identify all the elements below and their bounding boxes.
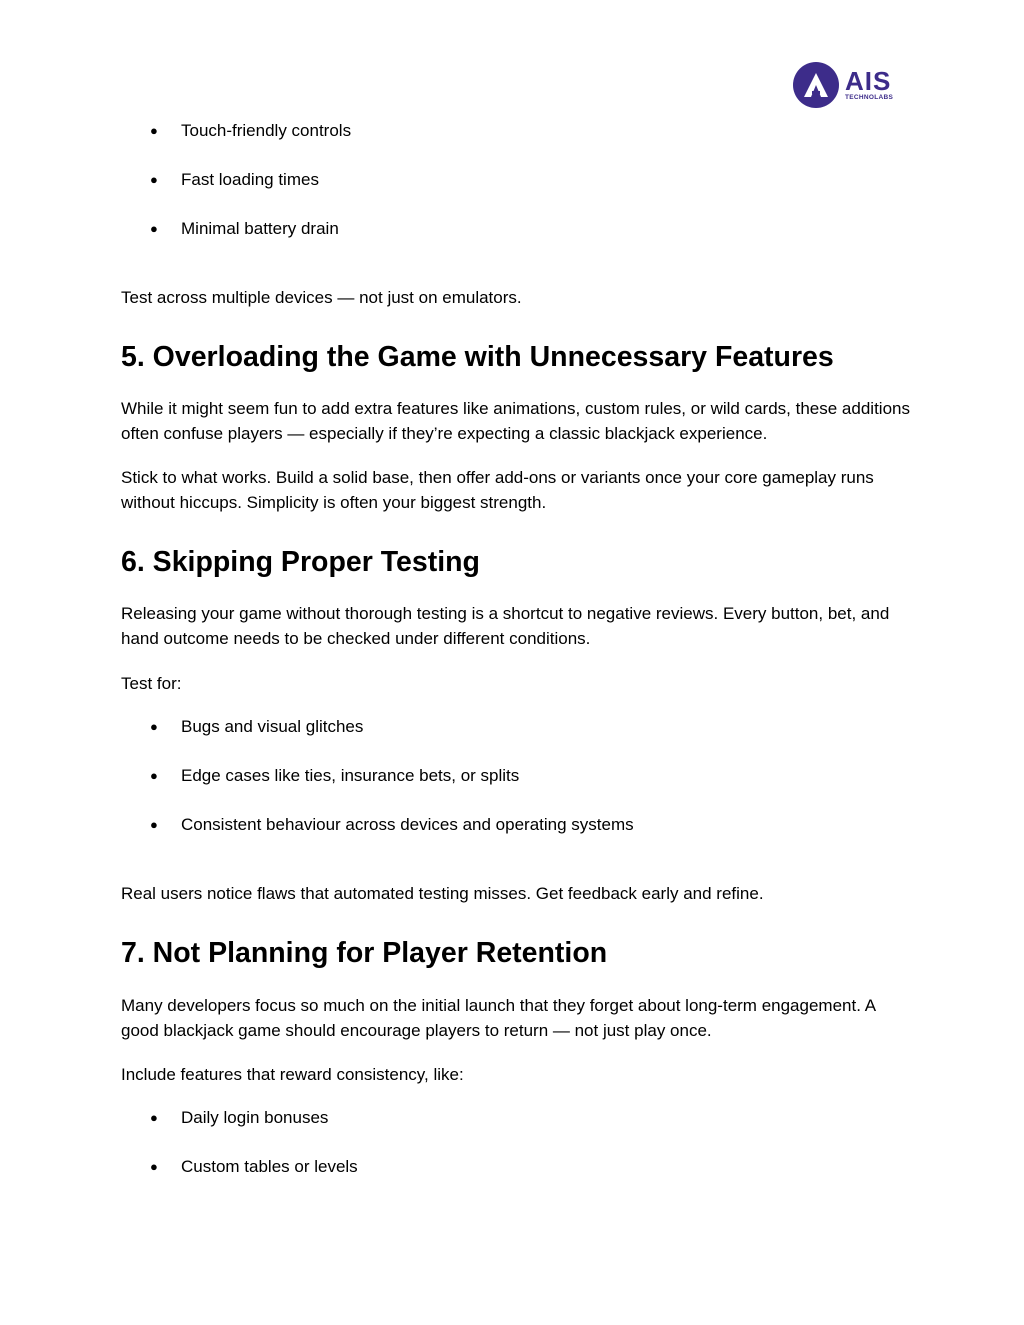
- list-item-text: Bugs and visual glitches: [181, 717, 364, 736]
- list-item-text: Custom tables or levels: [181, 1157, 358, 1176]
- section-heading: 7. Not Planning for Player Retention: [121, 937, 608, 969]
- paragraph: Real users notice flaws that automated testing misses. Get feedback early and refine.: [121, 884, 764, 903]
- logo-sub-text: TECHNOLABS: [845, 94, 894, 102]
- list-item-text: Consistent behaviour across devices and operating systems: [181, 815, 634, 834]
- ais-technolabs-logo: [793, 61, 905, 109]
- section-heading: 5. Overloading the Game with Unnecessary Features: [121, 341, 834, 373]
- logo-mark-icon: [793, 62, 839, 108]
- bullet-icon: ●: [150, 768, 158, 783]
- list-item-text: Touch-friendly controls: [181, 121, 352, 140]
- bullet-icon: ●: [150, 123, 158, 138]
- paragraph: Releasing your game without thorough testing is a shortcut to negative reviews. Every button, bet, and hand outcome needs to be checked under different conditions.: [121, 604, 890, 648]
- paragraph: Test across multiple devices — not just on emulators.: [121, 288, 522, 307]
- bullet-icon: ●: [150, 1110, 158, 1125]
- list-item-text: Daily login bonuses: [181, 1108, 329, 1127]
- logo-a-glyph-icon: [801, 70, 831, 100]
- paragraph: Many developers focus so much on the initial launch that they forget about long-term engagement. A good blackjack game should encourage players to return — not just play once.: [121, 996, 876, 1040]
- paragraph: Stick to what works. Build a solid base, then offer add-ons or variants once your core gameplay runs without hiccups. Simplicity is often your biggest strength.: [121, 468, 874, 512]
- bullet-icon: ●: [150, 172, 158, 187]
- paragraph: Include features that reward consistency, like:: [121, 1065, 464, 1084]
- bullet-icon: ●: [150, 719, 158, 734]
- list-item-text: Edge cases like ties, insurance bets, or splits: [181, 766, 520, 785]
- bullet-icon: ●: [150, 1159, 158, 1174]
- section-heading: 6. Skipping Proper Testing: [121, 546, 480, 578]
- paragraph: While it might seem fun to add extra features like animations, custom rules, or wild cards, these additions often confuse players — especially if they’re expecting a classic blackjack experience.: [121, 399, 910, 443]
- bullet-icon: ●: [150, 221, 158, 236]
- bullet-icon: ●: [150, 817, 158, 832]
- paragraph: Test for:: [121, 674, 182, 693]
- list-item-text: Minimal battery drain: [181, 219, 339, 238]
- list-item-text: Fast loading times: [181, 170, 319, 189]
- logo-wordmark: [845, 68, 893, 102]
- logo-main-text: AIS: [845, 66, 892, 97]
